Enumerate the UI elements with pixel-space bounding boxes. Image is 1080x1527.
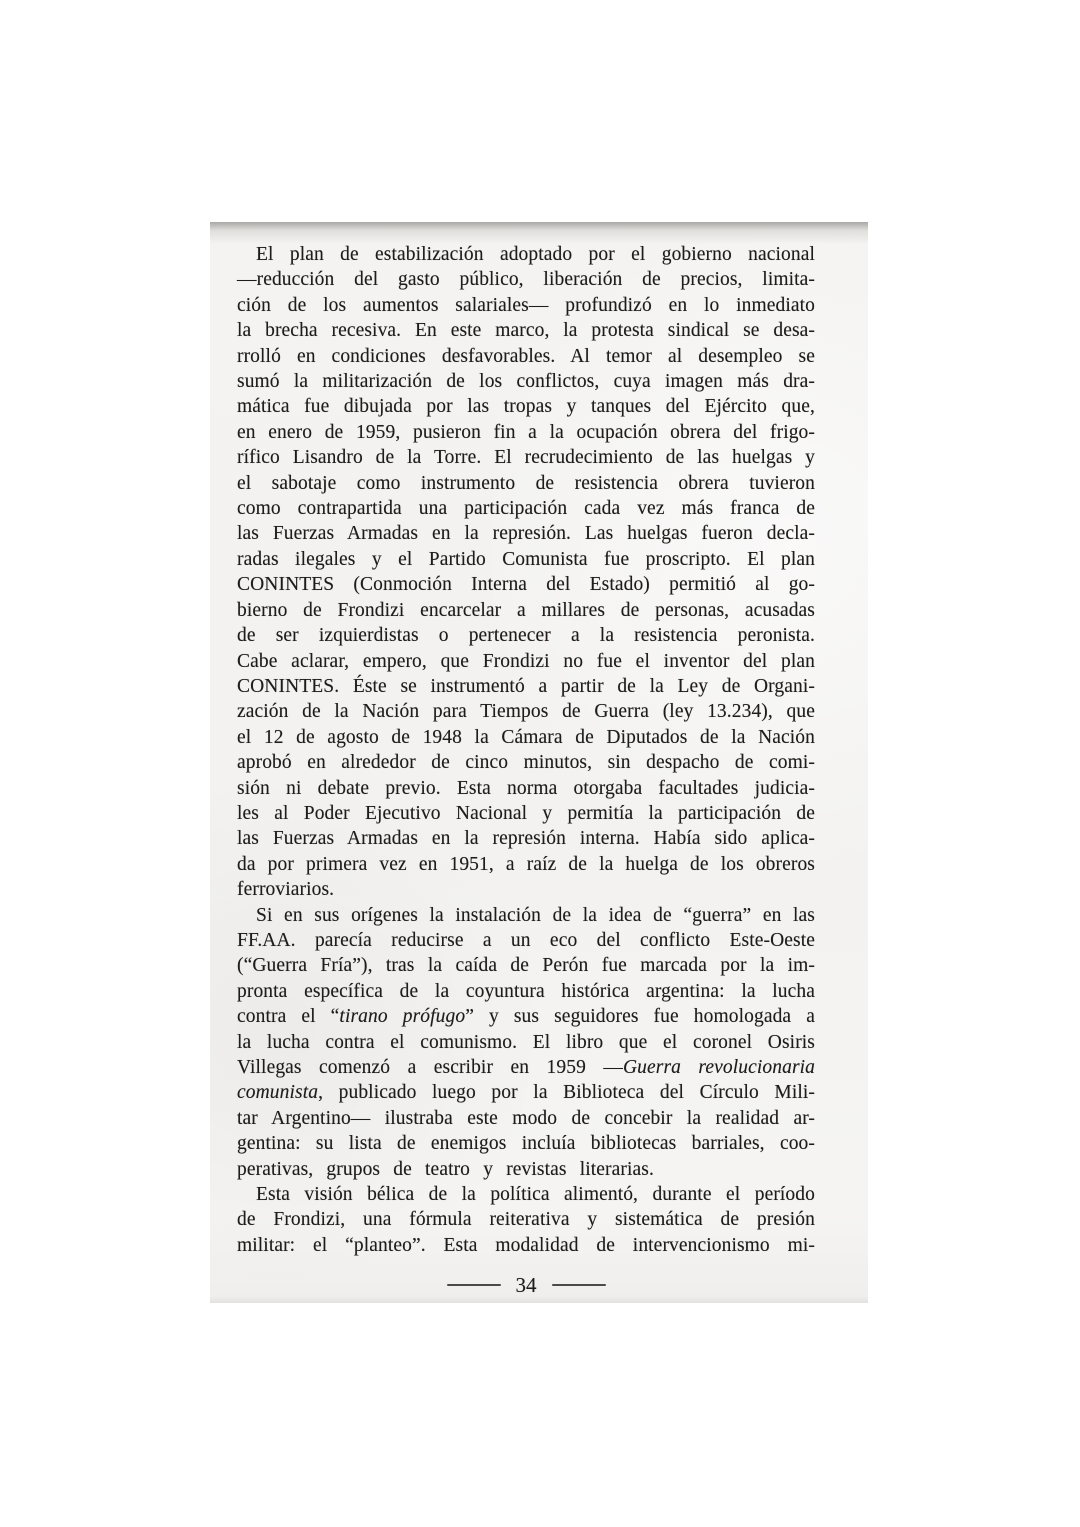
text-run: contra el “ bbox=[237, 1006, 340, 1028]
text-run: sión ni debate previo. Esta norma otorgaba facultades judicia- bbox=[237, 777, 815, 799]
italic-run: tirano prófugo bbox=[339, 1006, 466, 1028]
text-run: como contrapartida una participación cada vez más franca de bbox=[237, 498, 815, 520]
text-line bbox=[237, 1106, 815, 1131]
text-line bbox=[237, 1030, 815, 1055]
text-line bbox=[237, 1233, 815, 1258]
text-line bbox=[237, 420, 815, 445]
text-line bbox=[237, 725, 815, 750]
text-run: las Fuerzas Armadas en la represión. Las huelgas fueron decla- bbox=[237, 523, 815, 545]
text-line bbox=[237, 1004, 815, 1029]
text-line bbox=[237, 496, 815, 521]
text-run: ” y sus seguidores fue homologada a bbox=[465, 1006, 815, 1028]
text-run: —reducción del gasto público, liberación de precios, limita- bbox=[237, 269, 815, 291]
text-line bbox=[237, 267, 815, 292]
text-line bbox=[237, 1182, 815, 1207]
text-run: perativas, grupos de teatro y revistas literarias. bbox=[237, 1158, 654, 1180]
text-line bbox=[237, 649, 815, 674]
text-line bbox=[237, 928, 815, 953]
text-run: Si en sus orígenes la instalación de la idea de “guerra” en las bbox=[256, 904, 815, 926]
text-run: pronta específica de la coyuntura histórica argentina: la lucha bbox=[237, 980, 815, 1002]
text-line bbox=[237, 318, 815, 343]
text-line bbox=[237, 547, 815, 572]
text-line bbox=[237, 394, 815, 419]
text-run: gentina: su lista de enemigos incluía bibliotecas barriales, coo- bbox=[237, 1133, 815, 1155]
text-run: Cabe aclarar, empero, que Frondizi no fue el inventor del plan bbox=[237, 650, 815, 672]
text-run: (“Guerra Fría”), tras la caída de Perón fue marcada por la im- bbox=[237, 955, 815, 977]
text-run: militar: el “planteo”. Esta modalidad de intervencionismo mi- bbox=[237, 1234, 815, 1256]
text-run: Esta visión bélica de la política alimentó, durante el período bbox=[256, 1184, 815, 1206]
scanned-page bbox=[210, 222, 868, 1303]
text-line bbox=[237, 826, 815, 851]
text-line bbox=[237, 776, 815, 801]
text-line bbox=[237, 877, 815, 902]
text-run: FF.AA. parecía reducirse a un eco del conflicto Este-Oeste bbox=[237, 929, 815, 951]
italic-run: comunista bbox=[237, 1082, 319, 1104]
text-run: CONINTES (Conmoción Interna del Estado) permitió al go- bbox=[237, 574, 815, 596]
text-line bbox=[237, 903, 815, 928]
text-run: mática fue dibujada por las tropas y tanques del Ejército que, bbox=[237, 396, 815, 418]
text-run: tar Argentino— ilustraba este modo de concebir la realidad ar- bbox=[237, 1107, 815, 1129]
text-line bbox=[237, 674, 815, 699]
text-run: de Frondizi, una fórmula reiterativa y sistemática de presión bbox=[237, 1209, 815, 1231]
text-run: la brecha recesiva. En este marco, la protesta sindical se desa- bbox=[237, 320, 815, 342]
text-line bbox=[237, 1131, 815, 1156]
text-run: , publicado luego por la Biblioteca del Círculo Mili- bbox=[318, 1082, 815, 1104]
text-run: ferroviarios. bbox=[237, 879, 335, 901]
footer-rule-left bbox=[447, 1284, 501, 1286]
text-line bbox=[237, 598, 815, 623]
text-run: El plan de estabilización adoptado por el gobierno nacional bbox=[256, 244, 815, 265]
text-run: bierno de Frondizi encarcelar a millares de personas, acusadas bbox=[237, 599, 815, 621]
text-run: radas ilegales y el Partido Comunista fue proscripto. El plan bbox=[237, 548, 815, 570]
text-run: sumó la militarización de los conflictos, cuya imagen más dra- bbox=[237, 371, 815, 393]
text-run: Villegas comenzó a escribir en 1959 — bbox=[237, 1057, 623, 1078]
text-line bbox=[237, 293, 815, 318]
text-run: rífico Lisandro de la Torre. El recrudecimiento de las huelgas y bbox=[237, 447, 815, 469]
text-line bbox=[237, 445, 815, 470]
text-line bbox=[237, 242, 815, 267]
text-run: les al Poder Ejecutivo Nacional y permitía la participación de bbox=[237, 802, 815, 824]
page-text bbox=[237, 242, 815, 1258]
text-run: en enero de 1959, pusieron fin a la ocupación obrera del frigo- bbox=[237, 421, 815, 443]
text-line bbox=[237, 471, 815, 496]
italic-run: Guerra revolucionaria bbox=[622, 1057, 815, 1078]
text-line bbox=[237, 1080, 815, 1105]
text-run: la lucha contra el comunismo. El libro que el coronel Osiris bbox=[237, 1031, 815, 1053]
text-line bbox=[237, 852, 815, 877]
text-line bbox=[237, 699, 815, 724]
text-line bbox=[237, 572, 815, 597]
footer-rule-right bbox=[552, 1284, 606, 1286]
page-footer bbox=[237, 1272, 815, 1298]
text-line bbox=[237, 623, 815, 648]
text-run: las Fuerzas Armadas en la represión interna. Había sido aplica- bbox=[237, 828, 815, 850]
text-run: de ser izquierdistas o pertenecer a la resistencia peronista. bbox=[237, 625, 815, 647]
text-line bbox=[237, 1157, 815, 1182]
text-line bbox=[237, 369, 815, 394]
text-run: CONINTES. Éste se instrumentó a partir de la Ley de Organi- bbox=[237, 675, 815, 697]
text-run: da por primera vez en 1951, a raíz de la huelga de los obreros bbox=[237, 853, 815, 875]
text-run: rrolló en condiciones desfavorables. Al temor al desempleo se bbox=[237, 345, 815, 367]
text-line bbox=[237, 521, 815, 546]
text-run: el sabotaje como instrumento de resistencia obrera tuvieron bbox=[237, 472, 815, 494]
page-number: 34 bbox=[515, 1272, 537, 1297]
text-run: el 12 de agosto de 1948 la Cámara de Diputados de la Nación bbox=[237, 726, 815, 748]
text-line bbox=[237, 1055, 815, 1080]
text-line bbox=[237, 953, 815, 978]
text-line bbox=[237, 979, 815, 1004]
text-run: aprobó en alrededor de cinco minutos, sin despacho de comi- bbox=[237, 752, 815, 774]
text-line bbox=[237, 750, 815, 775]
text-line bbox=[237, 344, 815, 369]
text-run: ción de los aumentos salariales— profundizó en lo inmediato bbox=[237, 294, 815, 316]
text-line bbox=[237, 1207, 815, 1232]
text-line bbox=[237, 801, 815, 826]
text-run: zación de la Nación para Tiempos de Guerra (ley 13.234), que bbox=[237, 701, 815, 723]
